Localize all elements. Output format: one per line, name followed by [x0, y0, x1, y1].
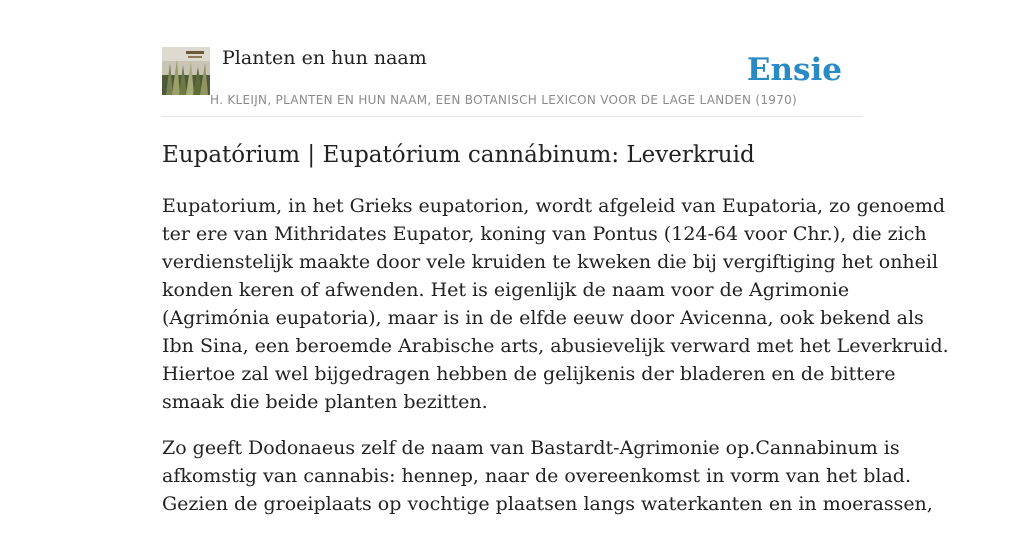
text-line: Hiertoe zal wel bijgedragen hebben de gelijkenis der bladeren en de bittere: [162, 363, 896, 385]
text-line: Gezien de groeiplaats op vochtige plaatsen langs waterkanten en in moerassen,: [162, 493, 933, 515]
text-line: (Agrimónia eupatoria), maar is in de elfde eeuw door Avicenna, ook bekend als: [162, 307, 924, 329]
paragraph-2: [162, 434, 933, 518]
paragraph-1: [162, 192, 949, 416]
site-header: [162, 46, 862, 117]
ensie-logo[interactable]: Ensie: [746, 52, 842, 88]
text-line: Zo geeft Dodonaeus zelf de naam van Bastardt-Agrimonie op.Cannabinum is: [162, 437, 900, 459]
entry-body: [162, 192, 949, 536]
book-cover-avatar[interactable]: [162, 47, 210, 95]
text-line: afkomstig van cannabis: hennep, naar de overeenkomst in vorm van het blad.: [162, 465, 911, 487]
text-line: verdienstelijk maakte door vele kruiden te kweken die bij vergiftiging het onheil: [162, 251, 939, 273]
page: [162, 0, 949, 515]
text-line: Eupatorium, in het Grieks eupatorion, wordt afgeleid van Eupatoria, zo genoemd: [162, 195, 946, 217]
text-line: smaak die beide planten bezitten.: [162, 391, 488, 413]
text-line: konden keren of afwenden. Het is eigenlijk de naam voor de Agrimonie: [162, 279, 850, 301]
entry-title: Eupatórium | Eupatórium cannábinum: Leverkruid: [162, 142, 755, 168]
text-line: ter ere van Mithridates Eupator, koning van Pontus (124-64 voor Chr.), die zich: [162, 223, 927, 245]
site-title[interactable]: Planten en hun naam: [222, 47, 427, 69]
source-reference: H. KLEIJN, PLANTEN EN HUN NAAM, EEN BOTANISCH LEXICON VOOR DE LAGE LANDEN (1970): [210, 93, 798, 107]
text-line: Ibn Sina, een beroemde Arabische arts, abusievelijk verward met het Leverkruid.: [162, 335, 949, 357]
